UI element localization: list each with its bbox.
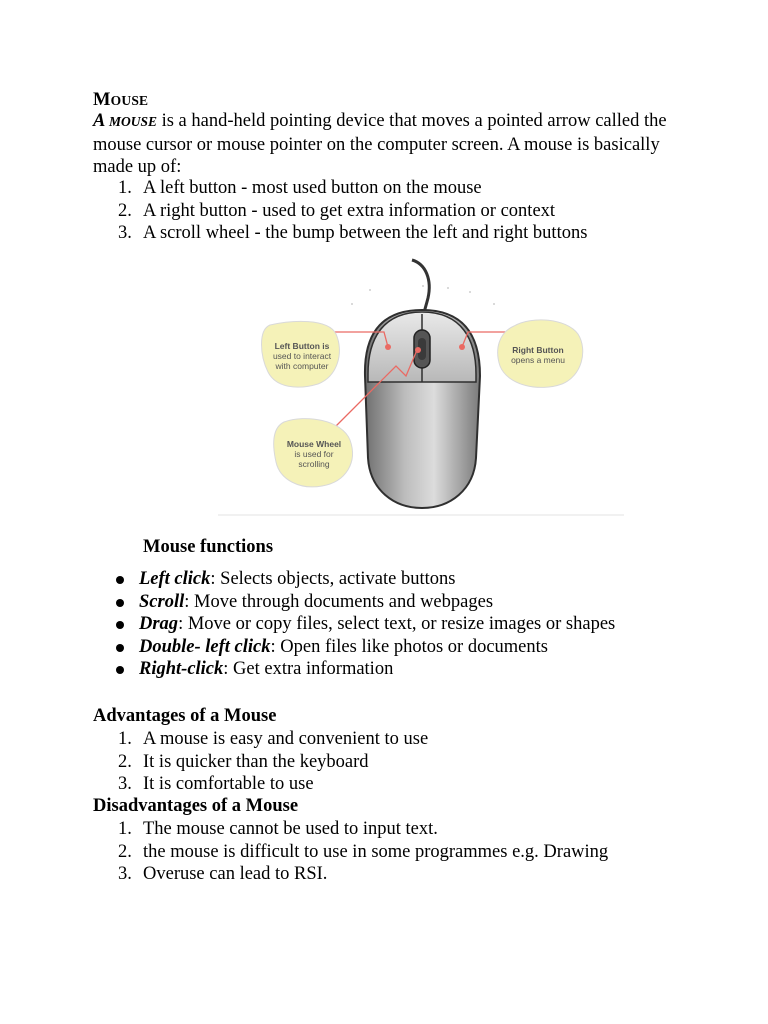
decorative-dots bbox=[351, 285, 495, 305]
bullet-icon bbox=[116, 621, 124, 629]
disadvantages-heading: Disadvantages of a Mouse bbox=[93, 796, 299, 816]
wheel-marker bbox=[415, 347, 421, 353]
list-item: 3. Overuse can lead to RSI. bbox=[118, 864, 328, 884]
list-item: Scroll: Move through documents and webpages bbox=[116, 591, 615, 614]
right-button-marker bbox=[459, 344, 465, 350]
bullet-icon bbox=[116, 666, 124, 674]
intro-paragraph: A MOUSE is a hand-held pointing device that moves a pointed arrow called the mouse cursor or mouse pointer on the computer screen. A mouse is basically made up of: bbox=[93, 111, 667, 177]
advantages-list bbox=[118, 728, 428, 796]
mouse-diagram bbox=[218, 258, 624, 516]
functions-list bbox=[116, 568, 615, 681]
wheel-label-line-2: is used for bbox=[294, 449, 334, 459]
list-item: 2. the mouse is difficult to use in some programmes e.g. Drawing bbox=[118, 841, 609, 862]
list-item: 3. A scroll wheel - the bump between the left and right buttons bbox=[118, 223, 588, 243]
right-label-sub: opens a menu bbox=[511, 355, 565, 365]
intro-lead: A MOUSE bbox=[93, 111, 157, 131]
bullet-icon bbox=[116, 599, 124, 607]
list-item: 3. It is comfortable to use bbox=[118, 774, 314, 794]
bullet-icon bbox=[116, 576, 124, 584]
list-item: 1. A left button - most used button on the mouse bbox=[118, 178, 482, 198]
wheel-label-line-3: scrolling bbox=[298, 459, 330, 469]
list-item: Right-click: Get extra information bbox=[116, 658, 615, 681]
list-item: Drag: Move or copy files, select text, or resize images or shapes bbox=[116, 613, 615, 636]
disadvantages-list bbox=[118, 818, 608, 886]
list-item: Double- left click: Open files like photos or documents bbox=[116, 636, 615, 659]
bullet-icon bbox=[116, 644, 124, 652]
left-button-marker bbox=[385, 344, 391, 350]
left-label-line-2: used to interact bbox=[272, 351, 332, 361]
left-label-line-3: with computer bbox=[275, 361, 329, 371]
advantages-heading: Advantages of a Mouse bbox=[93, 706, 277, 726]
list-item: 2. It is quicker than the keyboard bbox=[118, 751, 369, 772]
list-item: 1. A mouse is easy and convenient to use bbox=[118, 729, 429, 749]
wheel-label-line-1: Mouse Wheel bbox=[286, 439, 342, 449]
parts-list bbox=[118, 177, 587, 245]
list-item: 2. A right button - used to get extra information or context bbox=[118, 200, 556, 221]
left-label-line-1: Left Button is bbox=[274, 341, 330, 351]
list-item: 1. The mouse cannot be used to input text. bbox=[118, 819, 438, 839]
list-item: Left click: Selects objects, activate buttons bbox=[116, 568, 615, 591]
functions-heading: Mouse functions bbox=[143, 537, 274, 557]
right-label-title: Right Button bbox=[512, 345, 564, 355]
section-title: MOUSE bbox=[93, 90, 149, 110]
